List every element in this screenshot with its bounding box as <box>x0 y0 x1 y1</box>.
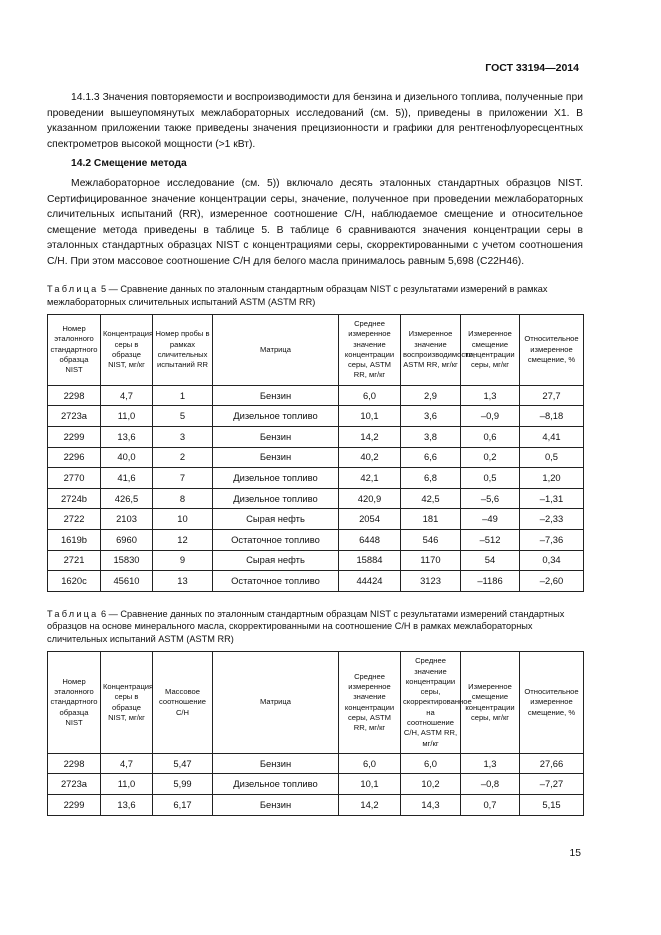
table6-header-cell: Среднее значение концентрации серы, скорректированное на соотношение C/H, ASTM RR, мг/кг <box>401 652 461 754</box>
table6-header-cell: Измеренное смещение концентрации серы, мг/кг <box>461 652 520 754</box>
table-row <box>48 795 584 816</box>
table5-header-cell: Измеренное значение воспроизводимости, ASTM RR, мг/кг <box>401 315 461 386</box>
table5-caption-text: 5 — Сравнение данных по эталонным стандартным образцам NIST с результатами измерений в рамках межлабораторных сличительных испытаний ASTM (ASTM RR) <box>47 284 548 307</box>
table6-header-cell: Матрица <box>213 652 339 754</box>
table-cell: 13 <box>153 571 213 592</box>
table-cell: 41,6 <box>101 468 153 489</box>
table-cell: 13,6 <box>101 795 153 816</box>
table-cell: 6960 <box>101 529 153 550</box>
table-cell: 2770 <box>48 468 101 489</box>
table5-header-cell: Номер пробы в рамках сличительных испытаний RR <box>153 315 213 386</box>
table-cell: 15830 <box>101 550 153 571</box>
table-cell: –2,60 <box>520 571 584 592</box>
table-cell: –8,18 <box>520 406 584 427</box>
table-cell: 2296 <box>48 447 101 468</box>
table-cell: 1,3 <box>461 753 520 774</box>
table-cell: Остаточное топливо <box>213 529 339 550</box>
table-cell: 6,0 <box>339 385 401 406</box>
table-cell: 5,99 <box>153 774 213 795</box>
table-cell: 2 <box>153 447 213 468</box>
table-cell: Дизельное топливо <box>213 406 339 427</box>
table-cell: –1186 <box>461 571 520 592</box>
table-cell: 0,5 <box>520 447 584 468</box>
table-cell: –2,33 <box>520 509 584 530</box>
table-cell: 14,3 <box>401 795 461 816</box>
table-cell: Бензин <box>213 447 339 468</box>
table-cell: 0,6 <box>461 426 520 447</box>
table-cell: 2054 <box>339 509 401 530</box>
table-cell: 7 <box>153 468 213 489</box>
document-header: ГОСТ 33194—2014 <box>485 62 579 74</box>
table6-header-cell: Среднее измеренное значение концентрации серы, ASTM RR, мг/кг <box>339 652 401 754</box>
table-cell: 14,2 <box>339 795 401 816</box>
table-cell: 2298 <box>48 753 101 774</box>
table-cell: 5,47 <box>153 753 213 774</box>
table-cell: 1620c <box>48 571 101 592</box>
table-cell: 6,6 <box>401 447 461 468</box>
table-cell: 0,2 <box>461 447 520 468</box>
table-cell: 5 <box>153 406 213 427</box>
table-cell: Сырая нефть <box>213 509 339 530</box>
table-cell: 1,3 <box>461 385 520 406</box>
table-cell: 0,34 <box>520 550 584 571</box>
table-cell: Бензин <box>213 385 339 406</box>
table-cell: 15884 <box>339 550 401 571</box>
table-cell: 1,20 <box>520 468 584 489</box>
table-cell: 6,0 <box>339 753 401 774</box>
table-cell: –5,6 <box>461 488 520 509</box>
table5-label: Таблица <box>47 284 99 294</box>
table-cell: 42,1 <box>339 468 401 489</box>
table-cell: Бензин <box>213 795 339 816</box>
table6-label: Таблица <box>47 608 99 619</box>
table-cell: 426,5 <box>101 488 153 509</box>
table-cell: –0,9 <box>461 406 520 427</box>
paragraph-14-2-text: Межлабораторное исследование (см. 5)) включало десять эталонных стандартных образцов NIST. Сертифицированное значение концентрации серы, значение, полученное при проведении межлабораторных сличительных испытаний (RR), измеренное соотношение C/H, наблюдаемое смещение и относительное смещение метода приведены в таблице 5. В таблице 6 сравниваются значения концентрации серы в эталонных стандартных образцах NIST с концентрациями серы, скорректированными с учетом соотношения C/H. При этом массовое соотношение C/H для белого масла принималось равным 5,698 <box>47 178 583 267</box>
table-row <box>48 529 584 550</box>
table-cell: 3,6 <box>401 406 461 427</box>
table-row <box>48 571 584 592</box>
table5-header-cell: Измеренное смещение концентрации серы, мг/кг <box>461 315 520 386</box>
table-cell: 10 <box>153 509 213 530</box>
table-cell: 2299 <box>48 426 101 447</box>
table-cell: Бензин <box>213 753 339 774</box>
table-row <box>48 774 584 795</box>
table-cell: 2724b <box>48 488 101 509</box>
table5-caption <box>47 283 583 308</box>
table-cell: 27,7 <box>520 385 584 406</box>
table-cell: 4,7 <box>101 385 153 406</box>
table-cell: Сырая нефть <box>213 550 339 571</box>
table5-header-cell: Среднее измеренное значение концентрации серы, ASTM RR, мг/кг <box>339 315 401 386</box>
table-cell: 4,41 <box>520 426 584 447</box>
paragraph-14-1-3: 14.1.3 Значения повторяемости и воспроизводимости для бензина и дизельного топлива, полученные при проведении вышеупомянутых межлабораторных исследований (см. 5)), приведены в приложении Х1. В указанном приложении также приведены значения прецизионности и графики для рентгенофлуоресцентных спектрометров высокой мощности (>1 кВт). <box>47 92 583 150</box>
table-cell: 27,66 <box>520 753 584 774</box>
table-cell: 12 <box>153 529 213 550</box>
table6-header-cell: Концентрация серы в образце NIST, мг/кг <box>101 652 153 754</box>
table-cell: 10,1 <box>339 406 401 427</box>
table-row <box>48 385 584 406</box>
table5-header-cell: Концентрация серы в образце NIST, мг/кг <box>101 315 153 386</box>
page-number: 15 <box>569 848 581 859</box>
table-row <box>48 447 584 468</box>
table-cell: –0,8 <box>461 774 520 795</box>
table-row <box>48 550 584 571</box>
table-cell: Дизельное топливо <box>213 774 339 795</box>
table5-header-cell: Номер эталонного стандартного образца NIST <box>48 315 101 386</box>
table6-caption <box>47 608 583 646</box>
table6-caption-text: 6 — Сравнение данных по эталонным стандартным образцам NIST с результатами измерений стандартных образцов на основе минерального масла, скорректированными на соотношение C/H в рамках межлабораторных сличительных испытаний ASTM (ASTM RR) <box>47 608 565 644</box>
table-cell: –512 <box>461 529 520 550</box>
table-cell: 0,5 <box>461 468 520 489</box>
table-cell: Бензин <box>213 426 339 447</box>
table-cell: 3 <box>153 426 213 447</box>
table-cell: 10,2 <box>401 774 461 795</box>
table-cell: 2722 <box>48 509 101 530</box>
table5 <box>47 314 584 592</box>
table-cell: 2721 <box>48 550 101 571</box>
page-body <box>47 90 583 816</box>
table-cell: 420,9 <box>339 488 401 509</box>
table-cell: Дизельное топливо <box>213 468 339 489</box>
table-cell: 181 <box>401 509 461 530</box>
table-cell: 6,0 <box>401 753 461 774</box>
table-cell: 45610 <box>101 571 153 592</box>
table-cell: 546 <box>401 529 461 550</box>
section-title: 14.2 Смещение метода <box>71 158 187 169</box>
table5-header-row <box>48 315 584 386</box>
table-cell: 40,2 <box>339 447 401 468</box>
table-row <box>48 488 584 509</box>
table-cell: 40,0 <box>101 447 153 468</box>
table6-header-cell: Относительное измеренное смещение, % <box>520 652 584 754</box>
table-cell: 54 <box>461 550 520 571</box>
table-cell: 9 <box>153 550 213 571</box>
table-cell: 5,15 <box>520 795 584 816</box>
table-row <box>48 753 584 774</box>
table-cell: –1,31 <box>520 488 584 509</box>
table-cell: –7,36 <box>520 529 584 550</box>
table5-header-cell: Относительное измеренное смещение, % <box>520 315 584 386</box>
table-cell: 2298 <box>48 385 101 406</box>
table-cell: 0,7 <box>461 795 520 816</box>
table-cell: –7,27 <box>520 774 584 795</box>
table-cell: 3,8 <box>401 426 461 447</box>
table-cell: 14,2 <box>339 426 401 447</box>
table-cell: Дизельное топливо <box>213 488 339 509</box>
table-cell: 2,9 <box>401 385 461 406</box>
table-row <box>48 406 584 427</box>
table-cell: 42,5 <box>401 488 461 509</box>
table-cell: 4,7 <box>101 753 153 774</box>
table5-header-cell: Матрица <box>213 315 339 386</box>
table6-header-row <box>48 652 584 754</box>
table-cell: 6,8 <box>401 468 461 489</box>
table6-header-cell: Массовое соотношение C/H <box>153 652 213 754</box>
table-cell: 2103 <box>101 509 153 530</box>
paragraph-14-2 <box>47 176 583 269</box>
table-cell: 44424 <box>339 571 401 592</box>
table-row <box>48 509 584 530</box>
table-cell: 1 <box>153 385 213 406</box>
table-cell: 13,6 <box>101 426 153 447</box>
table-cell: 8 <box>153 488 213 509</box>
table-cell: 2723a <box>48 406 101 427</box>
table-cell: 10,1 <box>339 774 401 795</box>
table-cell: 2299 <box>48 795 101 816</box>
table6-header-cell: Номер эталонного стандартного образца NIST <box>48 652 101 754</box>
table-row <box>48 426 584 447</box>
table-cell: 6448 <box>339 529 401 550</box>
table-cell: 1619b <box>48 529 101 550</box>
table6 <box>47 651 584 815</box>
table-cell: Остаточное топливо <box>213 571 339 592</box>
table-cell: 3123 <box>401 571 461 592</box>
table-cell: 2723a <box>48 774 101 795</box>
paragraph-14-2-formula: (C22H46). <box>476 255 525 267</box>
table-cell: 1170 <box>401 550 461 571</box>
table-row <box>48 468 584 489</box>
table-cell: –49 <box>461 509 520 530</box>
table-cell: 11,0 <box>101 774 153 795</box>
table-cell: 6,17 <box>153 795 213 816</box>
table-cell: 11,0 <box>101 406 153 427</box>
